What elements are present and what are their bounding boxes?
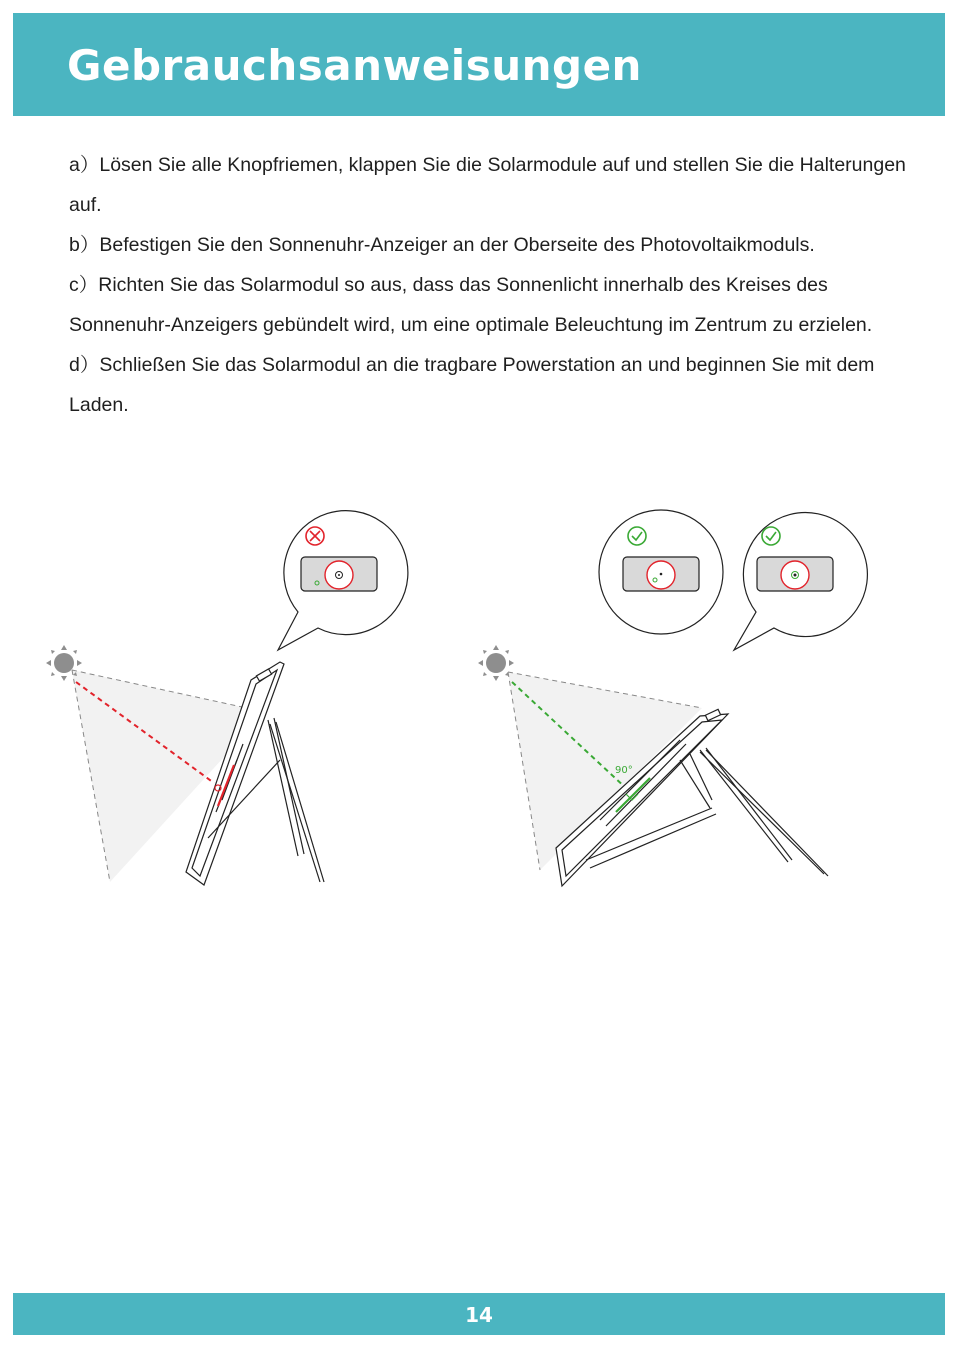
instruction-text: Lösen Sie alle Knopfriemen, klappen Sie die Solarmodule auf und stellen Sie die Halterungen auf. [69, 154, 906, 216]
footer-bar [13, 1293, 945, 1335]
sun-icon [478, 645, 514, 681]
instruction-marker: d） [69, 354, 100, 376]
correct-alignment-scene [478, 510, 867, 886]
callout-wrong [278, 511, 408, 650]
instruction-list [69, 145, 909, 425]
sundial-indicator-icon [301, 557, 377, 591]
callout-correct-2 [734, 513, 867, 650]
sundial-indicator-icon [757, 557, 833, 591]
page-title: Gebrauchsanweisungen [67, 41, 642, 90]
instruction-c [69, 265, 909, 345]
alignment-illustration [0, 495, 958, 895]
instruction-marker: a） [69, 154, 100, 176]
instruction-marker: c） [69, 274, 99, 296]
instruction-text: Schließen Sie das Solarmodul an die tragbare Powerstation an und beginnen Sie mit dem Laden. [69, 354, 875, 416]
sun-icon [46, 645, 82, 681]
page-number: 14 [465, 1303, 493, 1327]
instruction-b [69, 225, 909, 265]
header-bar [13, 13, 945, 116]
instruction-text: Befestigen Sie den Sonnenuhr-Anzeiger an der Oberseite des Photovoltaikmoduls. [99, 234, 815, 256]
instruction-text: Richten Sie das Solarmodul so aus, dass das Sonnenlicht innerhalb des Kreises des Sonnenuhr-Anzeigers gebündelt wird, um eine optimale Beleuchtung im Zentrum zu erzielen. [69, 274, 873, 336]
angle-label: 90° [615, 765, 633, 776]
incorrect-alignment-scene [46, 511, 408, 885]
instruction-a [69, 145, 909, 225]
instruction-d [69, 345, 909, 425]
sundial-indicator-icon [623, 557, 699, 591]
instruction-marker: b） [69, 234, 100, 256]
callout-correct-1 [599, 510, 723, 634]
